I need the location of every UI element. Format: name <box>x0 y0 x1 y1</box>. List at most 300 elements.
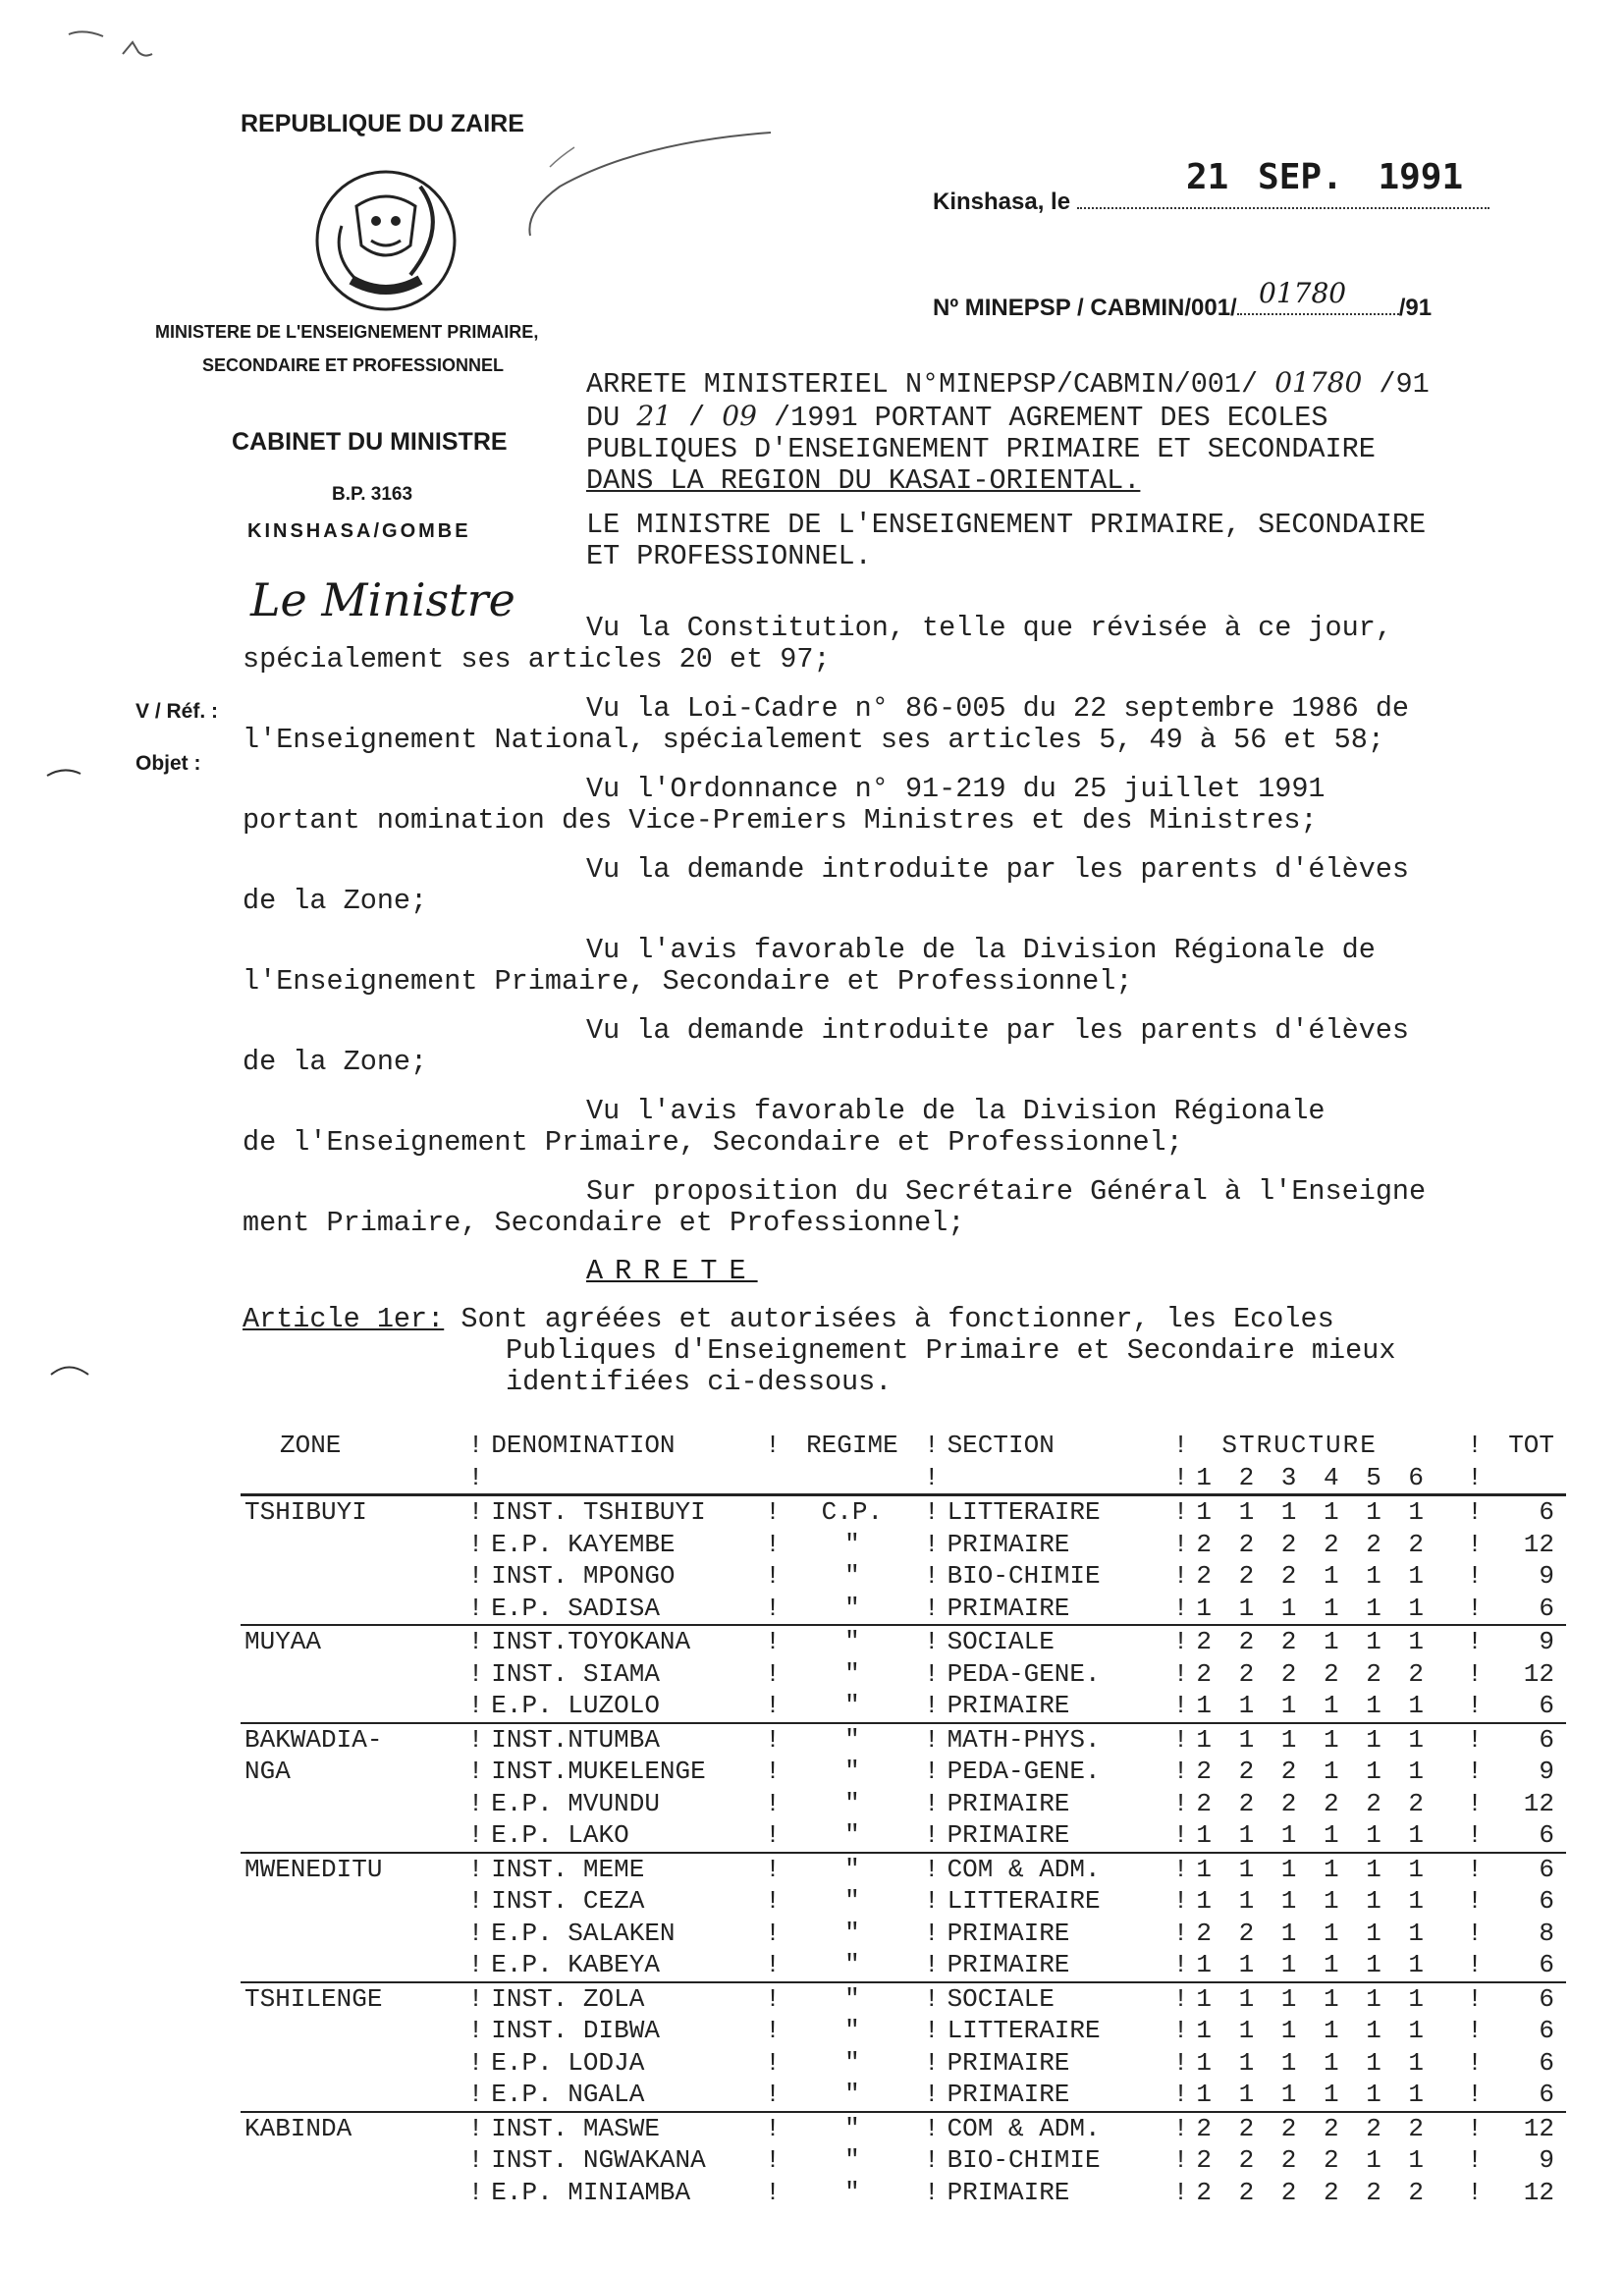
objet-label: Objet : <box>135 752 201 775</box>
col-sep: ! <box>765 1918 781 1948</box>
col-sep: ! <box>1172 1983 1189 2014</box>
col-sep: ! <box>464 1949 488 1982</box>
table-row <box>241 2079 1566 2112</box>
row-structure: 1 1 1 1 1 1 <box>1192 1949 1463 1982</box>
consideration-line2: spécialement ses articles 20 et 97; <box>243 643 831 676</box>
stamp-day: 21 <box>1186 157 1229 197</box>
col-sep: ! <box>1172 1497 1189 1528</box>
row-denomination: INST. MPONGO <box>491 1561 676 1592</box>
row-regime: " <box>844 1529 860 1559</box>
col-sep: ! <box>765 1561 781 1592</box>
col-sep: ! <box>1172 1529 1189 1559</box>
consideration-line1: Vu la demande introduite par les parents d'élèves <box>586 853 1410 886</box>
row-total: 12 <box>1523 1788 1554 1818</box>
place-label: Kinshasa, le <box>933 189 1071 215</box>
row-zone <box>241 2079 464 2112</box>
col-sep: ! <box>923 1658 940 1689</box>
row-section: LITTERAIRE <box>947 1497 1101 1528</box>
row-regime: " <box>844 1627 860 1657</box>
margin-mark-shapes <box>39 766 98 1404</box>
row-zone <box>241 1560 464 1593</box>
col-sep: ! <box>765 2016 781 2046</box>
consideration-line2: de l'Enseignement Primaire, Secondaire et Professionnel; <box>243 1126 1183 1159</box>
row-denomination: E.P. MINIAMBA <box>491 2177 691 2207</box>
consideration-line2: ment Primaire, Secondaire et Professionnel; <box>243 1207 965 1239</box>
col-sep: ! <box>765 1529 781 1559</box>
row-structure: 2 2 2 1 1 1 <box>1196 1627 1431 1657</box>
header-structure: STRUCTURE <box>1221 1431 1378 1461</box>
row-denomination: INST. DIBWA <box>491 2016 660 2046</box>
table-row <box>241 2177 1566 2209</box>
col-sep: ! <box>920 1819 944 1853</box>
consideration <box>243 854 1409 917</box>
row-zone: TSHILENGE <box>244 1983 383 2014</box>
col-sep: ! <box>920 1949 944 1982</box>
row-structure: 2 2 2 2 1 1 <box>1196 2145 1431 2176</box>
row-structure: 1 1 1 1 1 1 <box>1196 1724 1431 1755</box>
row-structure: 2 2 2 1 1 1 <box>1196 1561 1431 1592</box>
subheader-blank <box>241 1462 464 1495</box>
decree-title-line1 <box>586 367 1430 401</box>
row-total: 12 <box>1523 1529 1554 1559</box>
col-sep: ! <box>467 1529 484 1559</box>
article-1 <box>243 1304 1395 1398</box>
row-section: PRIMAIRE <box>944 1819 1169 1853</box>
consideration-line2: portant nomination des Vice-Premiers Ministres et des Ministres; <box>243 804 1318 837</box>
col-sep: ! <box>923 2047 940 2078</box>
row-section: SOCIALE <box>947 1983 1055 2014</box>
col-sep: ! <box>923 2145 940 2176</box>
row-denomination: INST.TOYOKANA <box>491 1627 691 1657</box>
header-structure-cols: 1 2 3 4 5 6 <box>1192 1462 1463 1495</box>
row-zone: NGA <box>244 1757 291 1787</box>
col-sep: ! <box>923 1627 940 1657</box>
reference-prefix: Nº MINEPSP / CABMIN/001/ <box>933 295 1237 321</box>
row-zone <box>241 1885 464 1918</box>
col-sep: ! <box>467 1658 484 1689</box>
decree-day-handwritten: 21 <box>636 400 672 432</box>
article-1-line1 <box>243 1304 1395 1335</box>
col-sep: ! <box>761 1593 785 1626</box>
row-section: PRIMAIRE <box>947 2177 1070 2207</box>
consideration-line1: Vu l'Ordonnance n° 91-219 du 25 juillet 1991 <box>586 773 1326 805</box>
row-regime: C.P. <box>821 1497 884 1528</box>
row-total: 6 <box>1487 2079 1566 2112</box>
row-section: COM & ADM. <box>947 2113 1101 2143</box>
col-sep: ! <box>464 1593 488 1626</box>
row-denomination: E.P. LAKO <box>487 1819 761 1853</box>
row-total: 9 <box>1539 2145 1554 2176</box>
col-sep: ! <box>923 2016 940 2046</box>
row-regime: " <box>844 2177 860 2207</box>
row-total: 8 <box>1539 1918 1554 1948</box>
consideration-line2: de la Zone; <box>243 885 428 917</box>
row-section: PEDA-GENE. <box>947 1658 1101 1689</box>
col-sep: ! <box>923 2177 940 2207</box>
col-sep: ! <box>923 2113 940 2143</box>
col-sep: ! <box>1172 2177 1189 2207</box>
leopard-emblem-icon <box>312 167 460 314</box>
table-row <box>241 2047 1566 2080</box>
col-sep: ! <box>765 1431 781 1461</box>
decree-du: DU <box>586 402 621 434</box>
consideration-line1: Sur proposition du Secrétaire Général à l'Enseigne <box>586 1175 1427 1208</box>
pen-stroke <box>520 128 785 250</box>
col-sep: ! <box>1467 1886 1483 1917</box>
col-sep: ! <box>1467 1431 1483 1461</box>
decree-title-line4: DANS LA REGION DU KASAI-ORIENTAL. <box>586 464 1141 497</box>
row-total: 6 <box>1539 1886 1554 1917</box>
row-denomination: E.P. KABEYA <box>487 1949 761 1982</box>
col-sep: ! <box>765 1658 781 1689</box>
row-structure: 1 1 1 1 1 1 <box>1196 1497 1431 1528</box>
row-total: 12 <box>1523 2177 1554 2207</box>
col-sep: ! <box>1172 2047 1189 2078</box>
col-sep: ! <box>1169 1593 1193 1626</box>
decree-date-sep: / <box>688 402 706 434</box>
row-structure: 2 2 1 1 1 1 <box>1196 1918 1431 1948</box>
row-total: 6 <box>1487 1949 1566 1982</box>
date-dotted-line <box>1077 206 1489 209</box>
col-sep: ! <box>464 1690 488 1723</box>
col-sep: ! <box>765 2047 781 2078</box>
arrete-heading: ARRETE <box>586 1255 758 1287</box>
col-sep: ! <box>765 1724 781 1755</box>
row-section: PRIMAIRE <box>944 1949 1169 1982</box>
row-zone: TSHIBUYI <box>244 1497 367 1528</box>
col-sep: ! <box>1463 1462 1487 1495</box>
col-sep: ! <box>923 1724 940 1755</box>
subheader-blank <box>1487 1462 1566 1495</box>
row-total: 6 <box>1539 1983 1554 2014</box>
table-row <box>241 1819 1566 1853</box>
signature-title: Le Ministre <box>250 573 515 626</box>
col-sep: ! <box>467 1724 484 1755</box>
header-denomination: DENOMINATION <box>491 1431 676 1461</box>
row-total: 9 <box>1539 1627 1554 1657</box>
subheader-blank <box>761 1462 785 1495</box>
col-sep: ! <box>467 1918 484 1948</box>
col-sep: ! <box>1172 2145 1189 2176</box>
row-regime: " <box>785 1819 920 1853</box>
row-total: 12 <box>1523 2113 1554 2143</box>
decree-title-text: ARRETE MINISTERIEL N°MINEPSP/CABMIN/001/ <box>586 368 1259 401</box>
row-denomination: INST. NGWAKANA <box>491 2145 706 2176</box>
row-zone <box>241 1788 464 1820</box>
col-sep: ! <box>1169 2079 1193 2112</box>
col-sep: ! <box>920 2079 944 2112</box>
col-sep: ! <box>1467 1561 1483 1592</box>
row-regime: " <box>844 2047 860 2078</box>
table-row <box>241 1949 1566 1982</box>
schools-table <box>241 1430 1566 2208</box>
row-zone: MWENEDITU <box>244 1854 383 1884</box>
row-zone <box>241 1529 464 1561</box>
col-sep: ! <box>761 1690 785 1723</box>
row-structure: 1 1 1 1 1 1 <box>1196 1983 1431 2014</box>
table-row <box>241 1658 1566 1691</box>
row-section: PRIMAIRE <box>944 1593 1169 1626</box>
row-structure: 2 2 2 2 2 2 <box>1196 2113 1431 2143</box>
col-sep: ! <box>1467 1983 1483 2014</box>
col-sep: ! <box>1463 2079 1487 2112</box>
row-regime: " <box>844 2113 860 2143</box>
col-sep: ! <box>923 1561 940 1592</box>
col-sep: ! <box>761 2079 785 2112</box>
table-row <box>241 1756 1566 1788</box>
header-zone: ZONE <box>280 1431 342 1461</box>
consideration-line2: de la Zone; <box>243 1046 428 1078</box>
row-zone <box>241 2177 464 2209</box>
header-total: TOT <box>1508 1431 1554 1461</box>
table-row <box>241 1788 1566 1820</box>
col-sep: ! <box>765 1983 781 2014</box>
col-sep: ! <box>1172 1724 1189 1755</box>
col-sep: ! <box>923 1918 940 1948</box>
col-sep: ! <box>765 1757 781 1787</box>
col-sep: ! <box>923 1497 940 1528</box>
header-regime: REGIME <box>806 1431 898 1461</box>
row-structure: 1 1 1 1 1 1 <box>1192 1690 1463 1723</box>
col-sep: ! <box>467 2113 484 2143</box>
col-sep: ! <box>1172 1658 1189 1689</box>
decree-number-handwritten: 01780 <box>1274 366 1363 399</box>
col-sep: ! <box>1172 1627 1189 1657</box>
row-denomination: INST.NTUMBA <box>491 1724 660 1755</box>
table-row <box>241 1723 1566 1757</box>
col-sep: ! <box>1467 1788 1483 1818</box>
minister-line1: LE MINISTRE DE L'ENSEIGNEMENT PRIMAIRE, SECONDAIRE <box>586 509 1427 541</box>
consideration-line2: l'Enseignement Primaire, Secondaire et Professionnel; <box>243 965 1133 998</box>
col-sep: ! <box>1172 1757 1189 1787</box>
col-sep: ! <box>1172 1561 1189 1592</box>
row-structure: 2 2 2 2 2 2 <box>1196 1788 1431 1818</box>
col-sep: ! <box>1467 2016 1483 2046</box>
col-sep: ! <box>1467 1627 1483 1657</box>
row-regime: " <box>785 1690 920 1723</box>
row-section: PRIMAIRE <box>944 2079 1169 2112</box>
subheader-blank <box>785 1462 920 1495</box>
consideration <box>243 935 1376 998</box>
row-zone <box>241 2047 464 2080</box>
row-zone <box>241 1690 464 1723</box>
row-total: 6 <box>1539 2047 1554 2078</box>
row-section: LITTERAIRE <box>947 2016 1101 2046</box>
col-sep: ! <box>1467 1757 1483 1787</box>
col-sep: ! <box>1463 1593 1487 1626</box>
ministry-line1: MINISTERE DE L'ENSEIGNEMENT PRIMAIRE, <box>155 322 539 342</box>
row-zone <box>241 1593 464 1626</box>
col-sep: ! <box>1467 2113 1483 2143</box>
row-structure: 1 1 1 1 1 1 <box>1196 2047 1431 2078</box>
col-sep: ! <box>1169 1819 1193 1853</box>
consideration <box>243 1176 1426 1239</box>
row-total: 12 <box>1523 1658 1554 1689</box>
consideration <box>243 1015 1409 1078</box>
table-row <box>241 1690 1566 1723</box>
col-sep: ! <box>1463 1690 1487 1723</box>
row-regime: " <box>844 2016 860 2046</box>
col-sep: ! <box>467 1627 484 1657</box>
row-denomination: INST. TSHIBUYI <box>491 1497 706 1528</box>
corner-scribble <box>64 25 182 69</box>
row-section: PEDA-GENE. <box>947 1757 1101 1787</box>
col-sep: ! <box>1169 1949 1193 1982</box>
col-sep: ! <box>1467 1724 1483 1755</box>
reference-row <box>933 295 1432 322</box>
col-sep: ! <box>1463 1819 1487 1853</box>
row-total: 9 <box>1539 1561 1554 1592</box>
row-section: PRIMAIRE <box>947 1788 1070 1818</box>
row-zone: KABINDA <box>244 2113 352 2143</box>
col-sep: ! <box>765 1497 781 1528</box>
col-sep: ! <box>467 2177 484 2207</box>
row-total: 6 <box>1487 1690 1566 1723</box>
decree-title <box>586 367 1430 497</box>
article-1-text: Sont agréées et autorisées à fonctionner, les Ecoles <box>460 1303 1334 1335</box>
col-sep: ! <box>923 1431 940 1461</box>
row-denomination: INST. SIAMA <box>491 1658 660 1689</box>
row-denomination: E.P. LUZOLO <box>487 1690 761 1723</box>
table-row <box>241 1982 1566 2016</box>
row-structure: 1 1 1 1 1 1 <box>1196 2016 1431 2046</box>
col-sep: ! <box>1172 1918 1189 1948</box>
row-total: 6 <box>1487 1819 1566 1853</box>
consideration-line1: Vu la Loi-Cadre n° 86-005 du 22 septembre 1986 de <box>586 692 1410 725</box>
row-regime: " <box>844 1561 860 1592</box>
decree-title-rest: /1991 PORTANT AGREMENT DES ECOLES <box>774 402 1328 434</box>
consideration-line1: Vu la Constitution, telle que révisée à ce jour, <box>586 612 1392 644</box>
col-sep: ! <box>464 2079 488 2112</box>
col-sep: ! <box>920 1462 944 1495</box>
decree-title-year: /91 <box>1379 368 1430 401</box>
ministry-line2: SECONDAIRE ET PROFESSIONNEL <box>202 355 505 375</box>
row-denomination: E.P. MVUNDU <box>491 1788 660 1818</box>
col-sep: ! <box>1467 2047 1483 2078</box>
row-section: PRIMAIRE <box>944 1690 1169 1723</box>
col-sep: ! <box>467 1497 484 1528</box>
row-section: BIO-CHIMIE <box>947 1561 1101 1592</box>
row-regime: " <box>785 1949 920 1982</box>
row-total: 6 <box>1487 1593 1566 1626</box>
article-1-label: Article 1er: <box>243 1303 445 1335</box>
row-section: LITTERAIRE <box>947 1886 1101 1917</box>
row-regime: " <box>844 1658 860 1689</box>
col-sep: ! <box>467 1788 484 1818</box>
consideration-line1: Vu l'avis favorable de la Division Régionale de <box>586 934 1376 966</box>
article-1-line2: Publiques d'Enseignement Primaire et Secondaire mieux <box>506 1334 1396 1367</box>
row-denomination: INST. CEZA <box>491 1886 645 1917</box>
table-row <box>241 1529 1566 1561</box>
decree-title-line3: PUBLIQUES D'ENSEIGNEMENT PRIMAIRE ET SECONDAIRE <box>586 433 1376 465</box>
row-structure: 1 1 1 1 1 1 <box>1192 1819 1463 1853</box>
col-sep: ! <box>1467 1497 1483 1528</box>
stamp-year: 1991 <box>1378 157 1464 197</box>
consideration <box>243 693 1409 756</box>
col-sep: ! <box>467 2145 484 2176</box>
row-section: COM & ADM. <box>947 1854 1101 1884</box>
row-section: BIO-CHIMIE <box>947 2145 1101 2176</box>
col-sep: ! <box>1172 2113 1189 2143</box>
col-sep: ! <box>1467 1658 1483 1689</box>
header-section: SECTION <box>947 1431 1055 1461</box>
consideration-line1: Vu la demande introduite par les parents d'élèves <box>586 1014 1410 1047</box>
margin-marks <box>39 766 98 1409</box>
row-structure: 2 2 2 2 2 2 <box>1196 2177 1431 2207</box>
row-regime: " <box>844 1886 860 1917</box>
col-sep: ! <box>765 1886 781 1917</box>
table-row <box>241 2112 1566 2145</box>
table-subheader-row <box>241 1462 1566 1495</box>
row-structure: 2 2 2 2 2 2 <box>1196 1658 1431 1689</box>
row-total: 6 <box>1539 1854 1554 1884</box>
col-sep: ! <box>467 1983 484 2014</box>
col-sep: ! <box>765 2177 781 2207</box>
row-zone <box>241 1658 464 1691</box>
row-zone <box>241 1949 464 1982</box>
table-row <box>241 1625 1566 1658</box>
republic-title: REPUBLIQUE DU ZAIRE <box>241 110 524 137</box>
row-regime: " <box>844 1757 860 1787</box>
row-zone <box>241 2015 464 2047</box>
col-sep: ! <box>923 1854 940 1884</box>
consideration <box>243 774 1326 837</box>
row-structure: 1 1 1 1 1 1 <box>1192 2079 1463 2112</box>
col-sep: ! <box>1172 1788 1189 1818</box>
col-sep: ! <box>1467 1529 1483 1559</box>
col-sep: ! <box>1172 1886 1189 1917</box>
col-sep: ! <box>1463 1949 1487 1982</box>
col-sep: ! <box>923 1788 940 1818</box>
col-sep: ! <box>1169 1462 1193 1495</box>
row-denomination: E.P. KAYEMBE <box>491 1529 676 1559</box>
table-row <box>241 1853 1566 1886</box>
consideration <box>243 613 1392 676</box>
row-section: SOCIALE <box>947 1627 1055 1657</box>
col-sep: ! <box>467 2016 484 2046</box>
col-sep: ! <box>467 2047 484 2078</box>
row-regime: " <box>785 1593 920 1626</box>
row-total: 6 <box>1539 1497 1554 1528</box>
row-zone: MUYAA <box>244 1627 322 1657</box>
col-sep: ! <box>761 1819 785 1853</box>
table-header-row <box>241 1430 1566 1462</box>
minister-heading <box>586 510 1426 572</box>
table-row <box>241 2015 1566 2047</box>
city-label: KINSHASA/GOMBE <box>247 520 471 542</box>
row-section: PRIMAIRE <box>947 1918 1070 1948</box>
col-sep: ! <box>467 1431 484 1461</box>
row-denomination: E.P. SADISA <box>487 1593 761 1626</box>
row-section: PRIMAIRE <box>947 1529 1070 1559</box>
consideration <box>243 1096 1326 1159</box>
col-sep: ! <box>1467 2177 1483 2207</box>
row-denomination: INST.MUKELENGE <box>491 1757 706 1787</box>
subheader-blank <box>944 1462 1169 1495</box>
table-body <box>241 1495 1566 2209</box>
row-denomination: E.P. NGALA <box>487 2079 761 2112</box>
col-sep: ! <box>1467 1854 1483 1884</box>
row-section: PRIMAIRE <box>947 2047 1070 2078</box>
table-row <box>241 1918 1566 1950</box>
row-regime: " <box>844 1788 860 1818</box>
row-denomination: E.P. SALAKEN <box>491 1918 676 1948</box>
row-zone <box>241 2144 464 2177</box>
table-row <box>241 1885 1566 1918</box>
vref-label: V / Réf. : <box>135 700 219 723</box>
col-sep: ! <box>1467 2145 1483 2176</box>
col-sep: ! <box>467 1854 484 1884</box>
